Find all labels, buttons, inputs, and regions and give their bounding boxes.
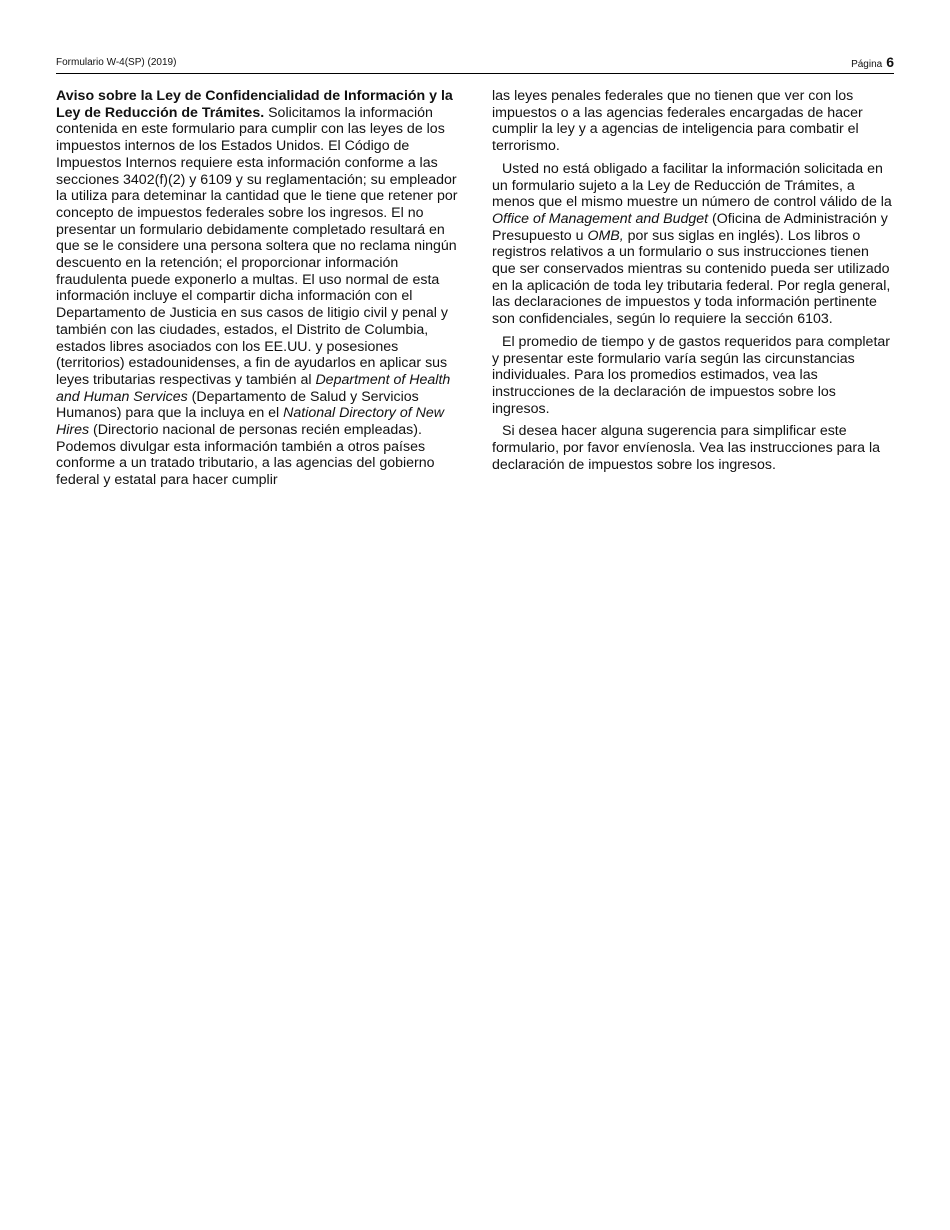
form-identifier: Formulario W-4(SP) (2019): [56, 57, 177, 68]
paragraph-omb: [492, 161, 894, 328]
page-number: [851, 54, 894, 70]
page-label: Página: [851, 59, 883, 70]
privacy-text-2: (Departamento de Salud y Servicios Humanos) para que la incluya en el: [56, 388, 419, 422]
omb-text-1: Usted no está obligado a facilitar la información solicitada en un formulario sujeto a la Ley de Reducción de Trámites, a menos que el mismo muestre un número de control válido de la: [492, 160, 892, 211]
omb-acronym: OMB,: [587, 227, 624, 244]
hhs-name: Department of Health and Human Services: [56, 371, 451, 405]
omb-full-name: Office of Management and Budget: [492, 210, 709, 227]
omb-text-2: (Oficina de Administración y Presupuesto u: [492, 210, 888, 244]
privacy-notice-paragraph: [56, 88, 461, 489]
left-column: [56, 88, 461, 489]
privacy-notice-heading: Aviso sobre la Ley de Confidencialidad de Información y la Ley de Reducción de Trámites.: [56, 88, 453, 121]
page-number-value: 6: [886, 54, 894, 70]
omb-text-3: por sus siglas en inglés). Los libros o registros relativos a un formulario o sus instrucciones tienen que ser conservados mientras su contenido pueda ser utilizado en la aplicación de toda ley tributaria federal. Por regla general, las declaraciones de impuestos y toda información pertinente son confidenciales, según lo requiere la sección 6103.: [492, 227, 891, 328]
privacy-text-1: Solicitamos la información contenida en este formulario para cumplir con las leyes de los impuestos internos de los Estados Unidos. El Código de Impuestos Internos requiere esta información conforme a las secciones 3402(f)(2) y 6109 y su reglamentación; su empleador la utiliza para deteminar la cantidad que le tiene que retener por concepto de impuestos federales sobre los ingresos. El no presentar un formulario debidamente completado resultará en que se le considere una persona soltera que no reclama ningún descuento en la retención; el proporcionar información fraudulenta puede exponerlo a multas. El uso normal de esta información incluye el compartir dicha información con el Departamento de Justicia en sus casos de litigio civil y penal y también con las ciudades, estados, el Distrito de Columbia, estados libres asociados con los EE.UU. y posesiones (territorios) estadounidenses, a fin de ayudarlos en aplicar sus leyes tributarias respectivas y también al: [56, 104, 458, 388]
privacy-text-3: (Directorio nacional de personas recién empleadas). Podemos divulgar esta información también a otros países conforme a un tratado tributario, a las agencias del gobierno federal y estatal para hacer cumplir: [56, 422, 435, 489]
paragraph-continuation: las leyes penales federales que no tienen que ver con los impuestos o a las agencias federales encargadas de hacer cumplir la ley y a agencias de inteligencia para combatir el terrorismo.: [492, 88, 863, 155]
paragraph-time-burden: El promedio de tiempo y de gastos requeridos para completar y presentar este formulario varía según las circunstancias individuales. Para los promedios estimados, vea las instrucciones de la declaración de impuestos sobre los ingresos.: [492, 333, 891, 417]
paragraph-suggestions: Si desea hacer alguna sugerencia para simplificar este formulario, por favor envíenosla. Vea las instrucciones para la declaración de impuestos sobre los ingresos.: [492, 423, 880, 473]
right-column: [492, 88, 894, 473]
new-hires-directory-name: National Directory of New Hires: [56, 405, 444, 439]
page-header: [56, 52, 894, 74]
